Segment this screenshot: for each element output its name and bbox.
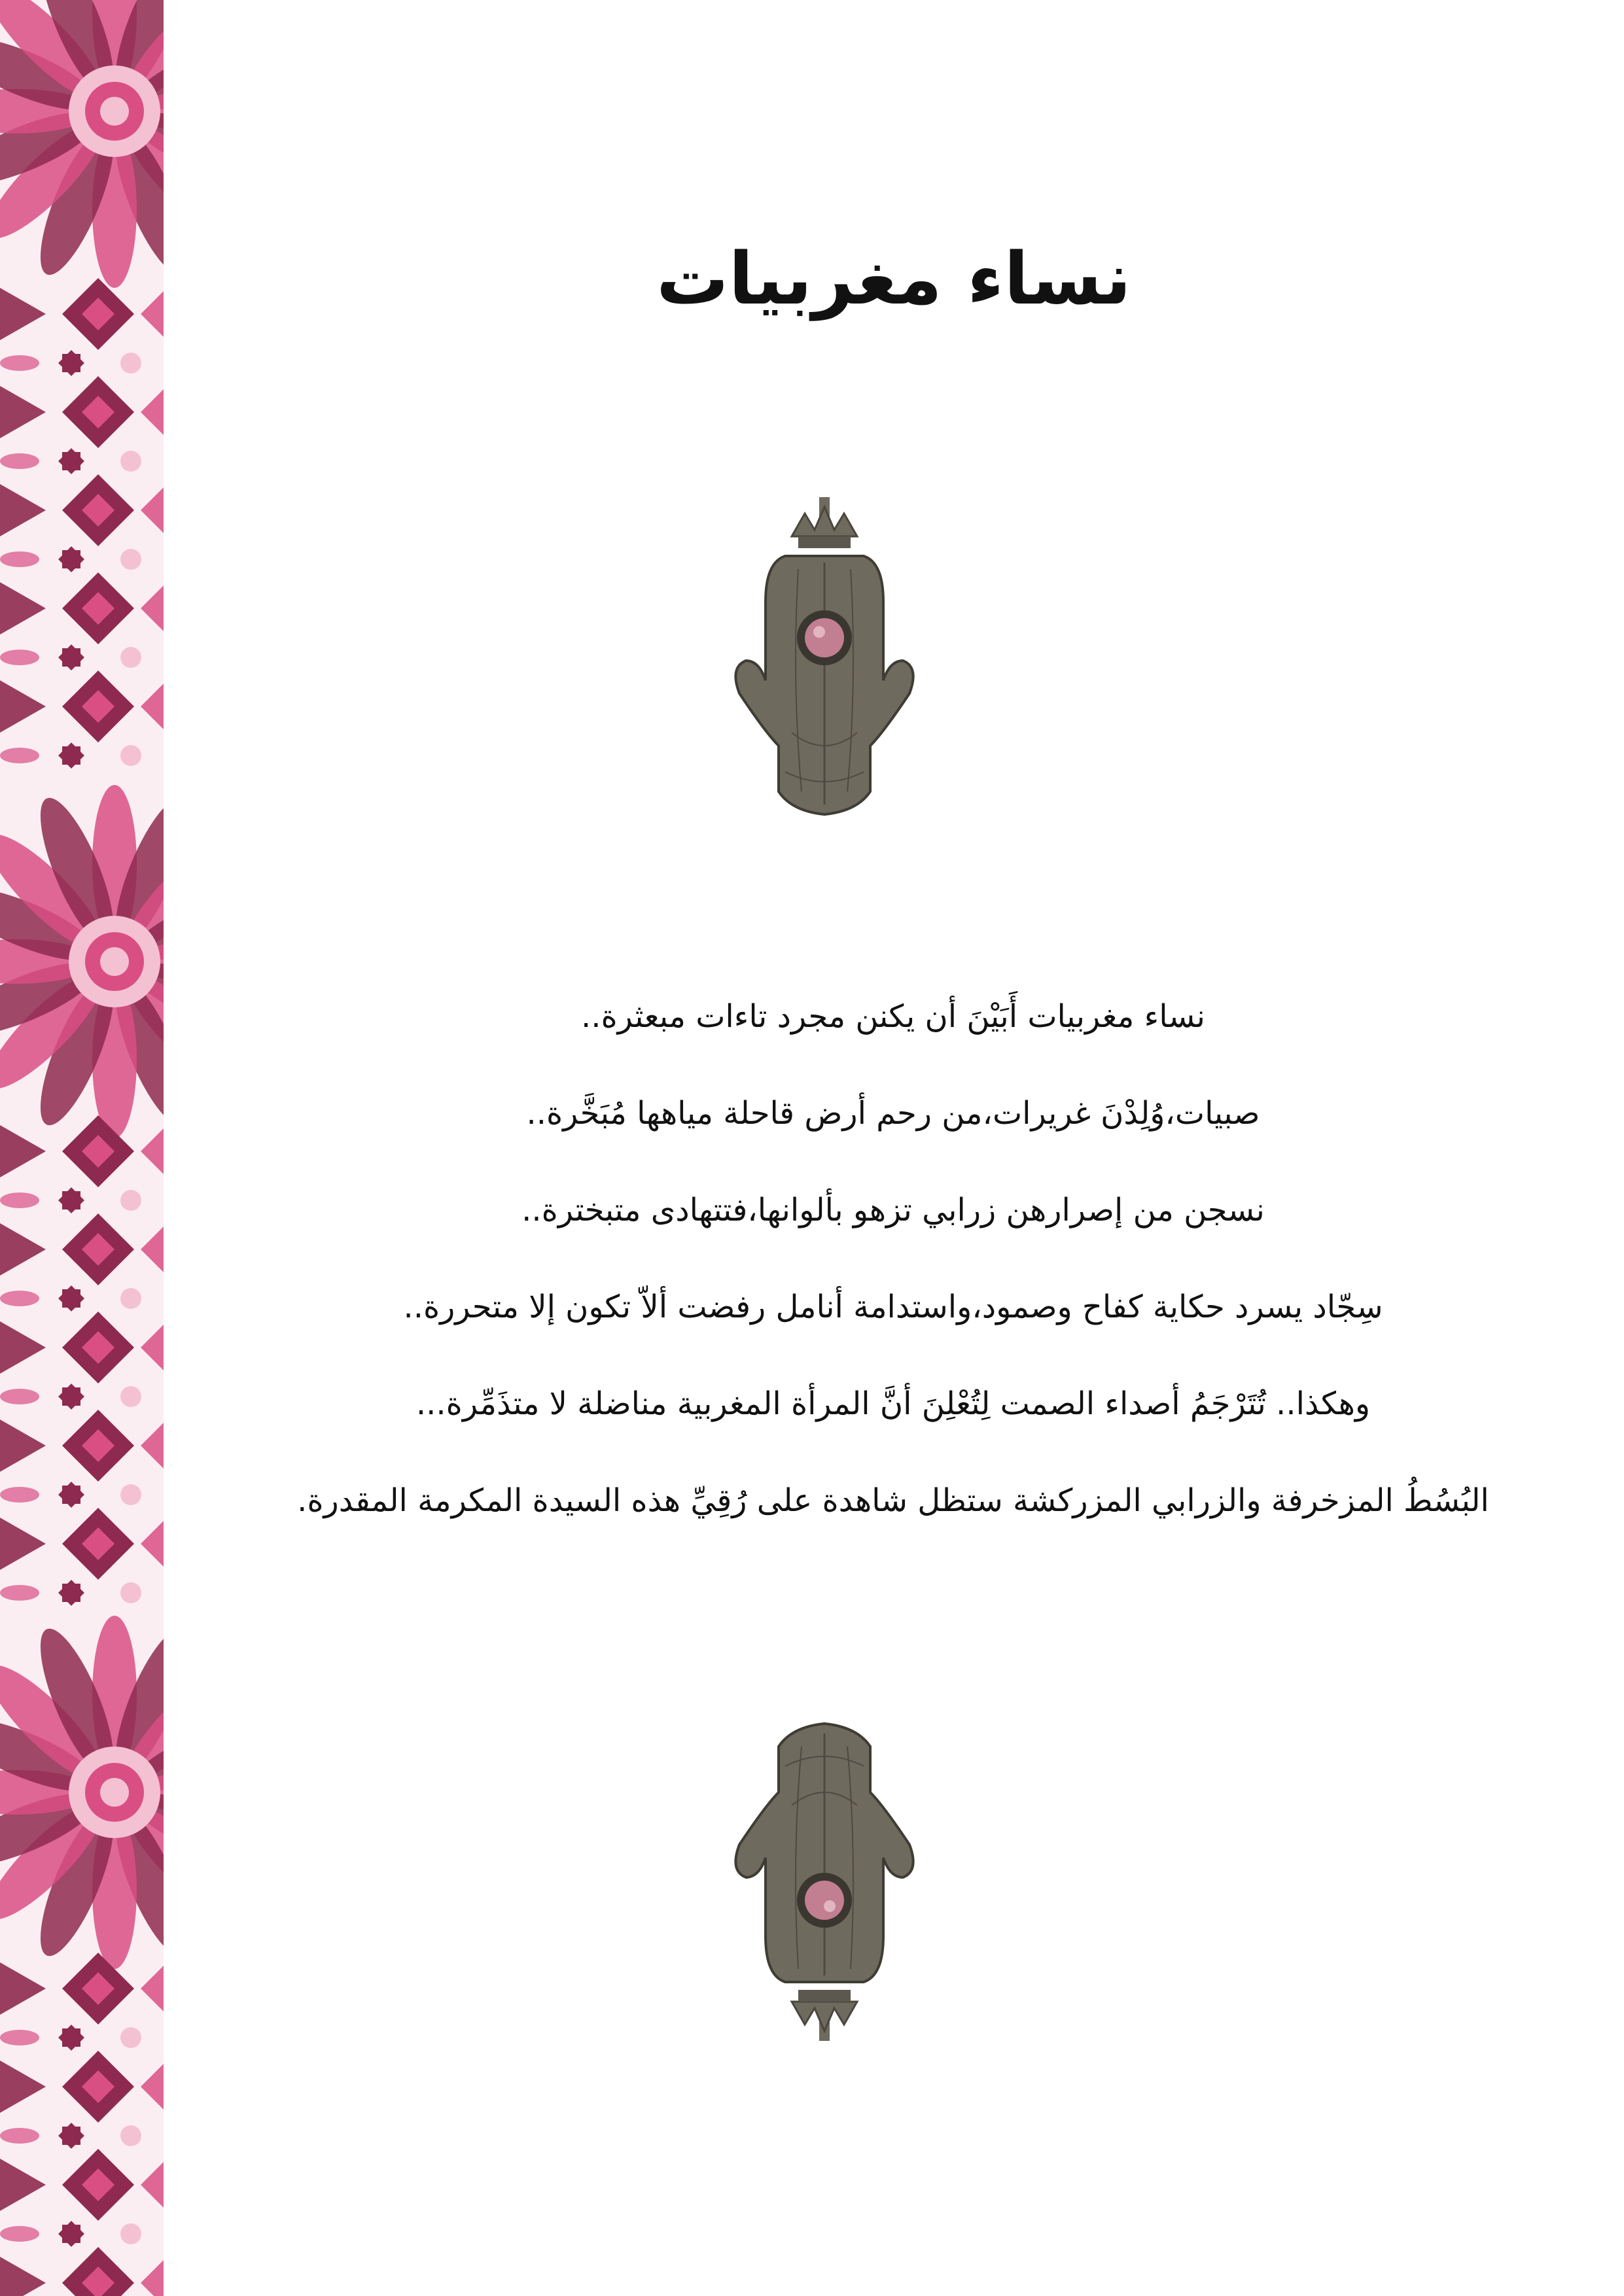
poem-line: نسجن من إصرارهن زرابي تزهو بألوانها،فتتهادى متبخترة.. [521, 1192, 1265, 1228]
poem-line: نساء مغربيات أَبَيْنَ أن يكنن مجرد تاءات مبعثرة.. [581, 998, 1205, 1035]
poem [196, 968, 1590, 1549]
hamsa-icon [694, 484, 955, 824]
poem-line: صبيات،وُلِدْنَ غريرات،من رحم أرض قاحلة مياهها مُبَخَّرة.. [526, 1095, 1260, 1132]
poem-line: وهكذا.. تُتَرْجَمُ أصداء الصمت لِتُعْلِنَ أنَّ المرأة المغربية مناضلة لا متذَمِّرة... [415, 1385, 1371, 1422]
hamsa-icon [694, 1714, 955, 2054]
poem-line: سِجّاد يسرد حكاية كفاح وصمود،واستدامة أنامل رفضت ألاّ تكون إلا متحررة.. [403, 1289, 1383, 1325]
poem-line: البُسُطُ المزخرفة والزرابي المزركشة ستظل شاهدة على رُقِيِّ هذه السيدة المكرمة المقدرة. [297, 1482, 1489, 1519]
decorative-border [0, 0, 164, 2296]
zellige-pattern-icon [0, 0, 164, 2296]
page-title: نساء مغربيات [656, 237, 1131, 321]
